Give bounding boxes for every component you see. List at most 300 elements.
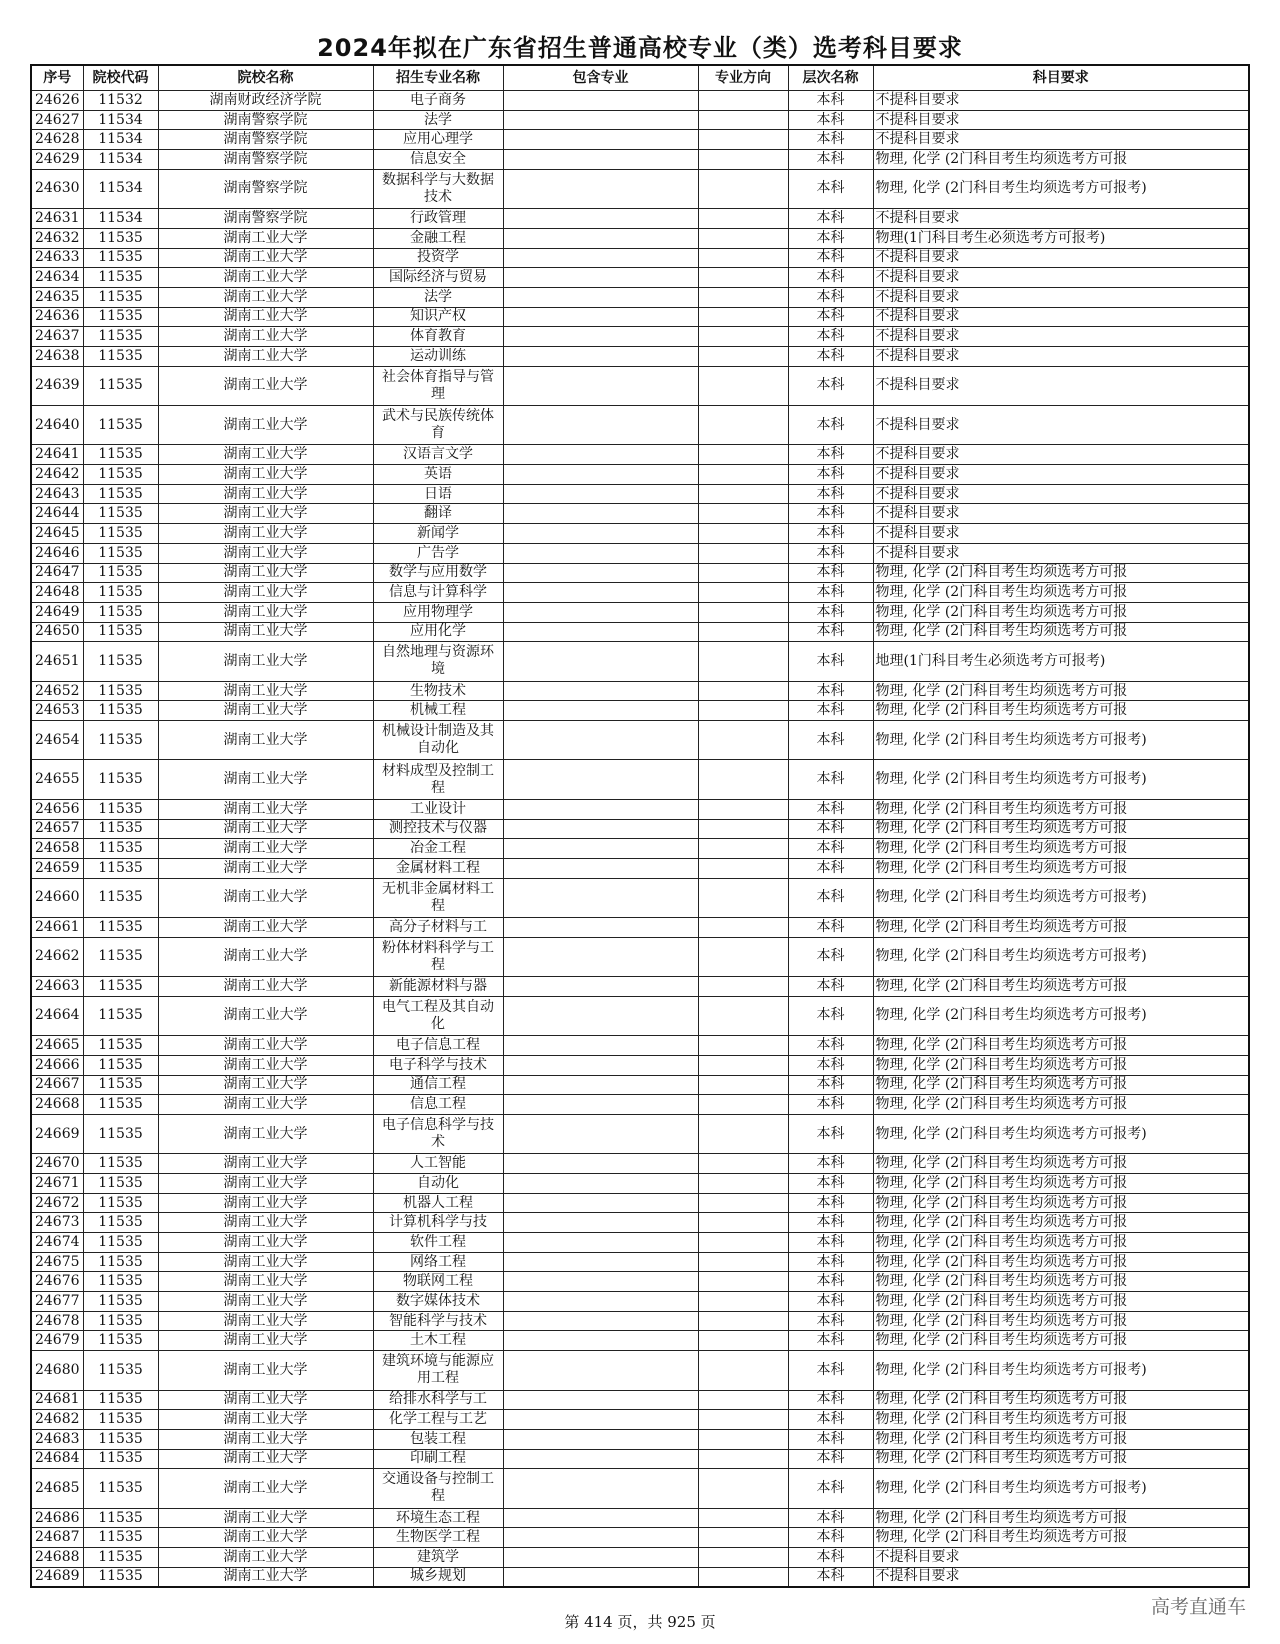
cell-school-name: 湖南工业大学 [158, 228, 373, 248]
table-row [31, 721, 1249, 760]
cell-level: 本科 [788, 701, 873, 721]
cell-seq: 24652 [31, 681, 83, 701]
cell-school-code: 11535 [83, 1252, 158, 1272]
cell-direction [698, 1351, 788, 1390]
table-row [31, 1213, 1249, 1233]
cell-level: 本科 [788, 760, 873, 799]
cell-direction [698, 917, 788, 937]
cell-school-code: 11535 [83, 1193, 158, 1213]
cell-seq: 24627 [31, 110, 83, 130]
cell-direction [698, 504, 788, 524]
cell-school-name: 湖南工业大学 [158, 819, 373, 839]
cell-major-name: 包装工程 [373, 1429, 503, 1449]
cell-requirement: 不提科目要求 [873, 504, 1249, 524]
cell-level: 本科 [788, 1351, 873, 1390]
cell-direction [698, 150, 788, 170]
cell-school-code: 11535 [83, 327, 158, 347]
cell-school-name: 湖南工业大学 [158, 760, 373, 799]
cell-included-majors [503, 563, 698, 583]
cell-requirement: 物理(1门科目考生必须选考方可报考) [873, 228, 1249, 248]
cell-requirement: 物理, 化学 (2门科目考生均须选考方可报 [873, 1449, 1249, 1469]
cell-school-code: 11534 [83, 150, 158, 170]
cell-major-name: 建筑学 [373, 1548, 503, 1568]
cell-level: 本科 [788, 1233, 873, 1253]
cell-school-name: 湖南警察学院 [158, 209, 373, 229]
cell-direction [698, 248, 788, 268]
cell-seq: 24675 [31, 1252, 83, 1272]
cell-major-name: 汉语言文学 [373, 445, 503, 465]
cell-requirement: 物理, 化学 (2门科目考生均须选考方可报 [873, 1055, 1249, 1075]
cell-school-code: 11534 [83, 169, 158, 208]
cell-requirement: 不提科目要求 [873, 130, 1249, 150]
cell-school-name: 湖南工业大学 [158, 701, 373, 721]
table-row [31, 839, 1249, 859]
cell-included-majors [503, 209, 698, 229]
table-row [31, 858, 1249, 878]
cell-level: 本科 [788, 130, 873, 150]
cell-major-name: 软件工程 [373, 1233, 503, 1253]
cell-school-name: 湖南警察学院 [158, 169, 373, 208]
cell-included-majors [503, 878, 698, 917]
table-row [31, 1193, 1249, 1213]
table-row [31, 346, 1249, 366]
cell-requirement: 物理, 化学 (2门科目考生均须选考方可报 [873, 1075, 1249, 1095]
cell-school-code: 11535 [83, 1528, 158, 1548]
cell-major-name: 交通设备与控制工程 [373, 1469, 503, 1508]
cell-included-majors [503, 484, 698, 504]
cell-major-name: 电子信息工程 [373, 1036, 503, 1056]
cell-school-name: 湖南工业大学 [158, 346, 373, 366]
table-row [31, 445, 1249, 465]
cell-school-name: 湖南工业大学 [158, 1173, 373, 1193]
cell-included-majors [503, 1252, 698, 1272]
cell-school-code: 11535 [83, 602, 158, 622]
cell-school-name: 湖南警察学院 [158, 110, 373, 130]
cell-included-majors [503, 1567, 698, 1587]
cell-direction [698, 346, 788, 366]
cell-major-name: 英语 [373, 465, 503, 485]
table-row [31, 917, 1249, 937]
cell-seq: 24676 [31, 1272, 83, 1292]
cell-major-name: 高分子材料与工 [373, 917, 503, 937]
cell-school-name: 湖南工业大学 [158, 484, 373, 504]
cell-requirement: 不提科目要求 [873, 484, 1249, 504]
table-row [31, 1036, 1249, 1056]
cell-requirement: 物理, 化学 (2门科目考生均须选考方可报 [873, 1390, 1249, 1410]
cell-included-majors [503, 839, 698, 859]
cell-major-name: 应用物理学 [373, 602, 503, 622]
cell-seq: 24683 [31, 1429, 83, 1449]
cell-included-majors [503, 248, 698, 268]
cell-level: 本科 [788, 1095, 873, 1115]
cell-school-code: 11535 [83, 1292, 158, 1312]
cell-seq: 24646 [31, 543, 83, 563]
cell-requirement: 物理, 化学 (2门科目考生均须选考方可报 [873, 1508, 1249, 1528]
cell-included-majors [503, 1508, 698, 1528]
cell-school-code: 11535 [83, 1429, 158, 1449]
cell-school-code: 11535 [83, 1055, 158, 1075]
cell-direction [698, 681, 788, 701]
table-row [31, 1567, 1249, 1587]
cell-school-code: 11535 [83, 1449, 158, 1469]
cell-major-name: 体育教育 [373, 327, 503, 347]
cell-school-name: 湖南工业大学 [158, 996, 373, 1035]
cell-school-code: 11534 [83, 209, 158, 229]
cell-school-name: 湖南工业大学 [158, 1429, 373, 1449]
cell-level: 本科 [788, 543, 873, 563]
cell-included-majors [503, 1095, 698, 1115]
cell-requirement: 物理, 化学 (2门科目考生均须选考方可报 [873, 799, 1249, 819]
cell-requirement: 物理, 化学 (2门科目考生均须选考方可报 [873, 839, 1249, 859]
cell-school-code: 11535 [83, 799, 158, 819]
cell-school-name: 湖南工业大学 [158, 465, 373, 485]
cell-level: 本科 [788, 228, 873, 248]
table-row [31, 1311, 1249, 1331]
cell-seq: 24628 [31, 130, 83, 150]
cell-seq: 24643 [31, 484, 83, 504]
cell-school-name: 湖南工业大学 [158, 858, 373, 878]
cell-school-name: 湖南工业大学 [158, 543, 373, 563]
cell-included-majors [503, 406, 698, 445]
cell-school-code: 11535 [83, 1548, 158, 1568]
cell-major-name: 运动训练 [373, 346, 503, 366]
cell-direction [698, 1449, 788, 1469]
cell-direction [698, 1036, 788, 1056]
cell-school-name: 湖南工业大学 [158, 327, 373, 347]
brand-watermark: 高考直通车 [1150, 1596, 1246, 1618]
cell-major-name: 冶金工程 [373, 839, 503, 859]
cell-seq: 24672 [31, 1193, 83, 1213]
cell-seq: 24685 [31, 1469, 83, 1508]
cell-included-majors [503, 1055, 698, 1075]
cell-level: 本科 [788, 799, 873, 819]
cell-major-name: 电气工程及其自动化 [373, 996, 503, 1035]
cell-direction [698, 327, 788, 347]
cell-seq: 24648 [31, 583, 83, 603]
cell-direction [698, 819, 788, 839]
cell-school-code: 11535 [83, 1567, 158, 1587]
cell-direction [698, 622, 788, 642]
cell-major-name: 土木工程 [373, 1331, 503, 1351]
cell-school-code: 11534 [83, 130, 158, 150]
cell-seq: 24686 [31, 1508, 83, 1528]
cell-requirement: 不提科目要求 [873, 307, 1249, 327]
cell-level: 本科 [788, 819, 873, 839]
cell-included-majors [503, 445, 698, 465]
cell-major-name: 网络工程 [373, 1252, 503, 1272]
cell-major-name: 武术与民族传统体育 [373, 406, 503, 445]
cell-school-name: 湖南工业大学 [158, 721, 373, 760]
cell-school-name: 湖南工业大学 [158, 1114, 373, 1153]
cell-major-name: 机械工程 [373, 701, 503, 721]
cell-major-name: 日语 [373, 484, 503, 504]
cell-major-name: 应用心理学 [373, 130, 503, 150]
table-row [31, 1272, 1249, 1292]
cell-direction [698, 1292, 788, 1312]
table-row [31, 1508, 1249, 1528]
cell-level: 本科 [788, 1508, 873, 1528]
cell-included-majors [503, 1429, 698, 1449]
cell-major-name: 数学与应用数学 [373, 563, 503, 583]
table-row [31, 1449, 1249, 1469]
header-included-majors: 包含专业 [503, 65, 698, 91]
cell-seq: 24662 [31, 937, 83, 976]
cell-included-majors [503, 1213, 698, 1233]
table-row [31, 1252, 1249, 1272]
table-row [31, 91, 1249, 111]
cell-direction [698, 996, 788, 1035]
cell-included-majors [503, 1548, 698, 1568]
cell-school-code: 11535 [83, 268, 158, 288]
cell-direction [698, 1095, 788, 1115]
table-row [31, 563, 1249, 583]
table-row [31, 1233, 1249, 1253]
table-row [31, 583, 1249, 603]
cell-level: 本科 [788, 1114, 873, 1153]
cell-included-majors [503, 1114, 698, 1153]
cell-school-code: 11535 [83, 1311, 158, 1331]
header-level: 层次名称 [788, 65, 873, 91]
table-row [31, 1469, 1249, 1508]
cell-requirement: 物理, 化学 (2门科目考生均须选考方可报考) [873, 878, 1249, 917]
cell-level: 本科 [788, 1272, 873, 1292]
cell-school-code: 11535 [83, 1469, 158, 1508]
cell-included-majors [503, 1233, 698, 1253]
cell-level: 本科 [788, 1154, 873, 1174]
cell-included-majors [503, 858, 698, 878]
cell-school-code: 11535 [83, 701, 158, 721]
cell-school-code: 11535 [83, 445, 158, 465]
cell-seq: 24671 [31, 1173, 83, 1193]
cell-school-code: 11535 [83, 287, 158, 307]
cell-school-name: 湖南工业大学 [158, 563, 373, 583]
cell-school-code: 11535 [83, 248, 158, 268]
table-row [31, 307, 1249, 327]
table-row [31, 937, 1249, 976]
cell-school-name: 湖南工业大学 [158, 307, 373, 327]
cell-school-name: 湖南工业大学 [158, 445, 373, 465]
cell-included-majors [503, 268, 698, 288]
cell-level: 本科 [788, 1292, 873, 1312]
cell-level: 本科 [788, 1036, 873, 1056]
cell-requirement: 物理, 化学 (2门科目考生均须选考方可报考) [873, 760, 1249, 799]
cell-included-majors [503, 1154, 698, 1174]
cell-requirement: 物理, 化学 (2门科目考生均须选考方可报 [873, 681, 1249, 701]
cell-school-name: 湖南工业大学 [158, 642, 373, 681]
cell-direction [698, 1213, 788, 1233]
cell-included-majors [503, 327, 698, 347]
cell-major-name: 工业设计 [373, 799, 503, 819]
cell-school-name: 湖南工业大学 [158, 1351, 373, 1390]
cell-direction [698, 563, 788, 583]
cell-direction [698, 91, 788, 111]
cell-requirement: 物理, 化学 (2门科目考生均须选考方可报 [873, 563, 1249, 583]
header-seq: 序号 [31, 65, 83, 91]
cell-seq: 24635 [31, 287, 83, 307]
table-row [31, 878, 1249, 917]
cell-included-majors [503, 1075, 698, 1095]
cell-included-majors [503, 701, 698, 721]
cell-major-name: 数据科学与大数据技术 [373, 169, 503, 208]
table-row [31, 1331, 1249, 1351]
cell-seq: 24661 [31, 917, 83, 937]
cell-school-code: 11535 [83, 996, 158, 1035]
cell-requirement: 物理, 化学 (2门科目考生均须选考方可报 [873, 1311, 1249, 1331]
cell-requirement: 物理, 化学 (2门科目考生均须选考方可报 [873, 819, 1249, 839]
cell-direction [698, 130, 788, 150]
cell-school-code: 11535 [83, 839, 158, 859]
cell-requirement: 物理, 化学 (2门科目考生均须选考方可报考) [873, 1469, 1249, 1508]
cell-school-name: 湖南工业大学 [158, 1311, 373, 1331]
cell-seq: 24687 [31, 1528, 83, 1548]
cell-direction [698, 484, 788, 504]
cell-included-majors [503, 307, 698, 327]
cell-seq: 24658 [31, 839, 83, 859]
cell-level: 本科 [788, 484, 873, 504]
cell-seq: 24626 [31, 91, 83, 111]
cell-school-code: 11535 [83, 1331, 158, 1351]
cell-requirement: 物理, 化学 (2门科目考生均须选考方可报 [873, 701, 1249, 721]
cell-level: 本科 [788, 858, 873, 878]
cell-direction [698, 1528, 788, 1548]
cell-included-majors [503, 150, 698, 170]
cell-level: 本科 [788, 1173, 873, 1193]
cell-direction [698, 1252, 788, 1272]
table-row [31, 977, 1249, 997]
cell-school-name: 湖南工业大学 [158, 1528, 373, 1548]
cell-direction [698, 1272, 788, 1292]
header-direction: 专业方向 [698, 65, 788, 91]
cell-school-code: 11535 [83, 1508, 158, 1528]
cell-level: 本科 [788, 878, 873, 917]
table-row [31, 642, 1249, 681]
cell-included-majors [503, 130, 698, 150]
cell-major-name: 物联网工程 [373, 1272, 503, 1292]
cell-school-code: 11535 [83, 1410, 158, 1430]
cell-school-name: 湖南工业大学 [158, 1410, 373, 1430]
cell-school-code: 11535 [83, 858, 158, 878]
cell-major-name: 法学 [373, 110, 503, 130]
cell-school-name: 湖南工业大学 [158, 1233, 373, 1253]
cell-included-majors [503, 1173, 698, 1193]
cell-direction [698, 1548, 788, 1568]
cell-school-name: 湖南工业大学 [158, 878, 373, 917]
cell-included-majors [503, 642, 698, 681]
cell-requirement: 物理, 化学 (2门科目考生均须选考方可报 [873, 858, 1249, 878]
cell-requirement: 物理, 化学 (2门科目考生均须选考方可报考) [873, 937, 1249, 976]
cell-included-majors [503, 543, 698, 563]
cell-direction [698, 977, 788, 997]
table-row [31, 819, 1249, 839]
table-row [31, 484, 1249, 504]
cell-major-name: 计算机科学与技 [373, 1213, 503, 1233]
cell-school-code: 11535 [83, 1114, 158, 1153]
cell-school-name: 湖南工业大学 [158, 1292, 373, 1312]
cell-seq: 24660 [31, 878, 83, 917]
cell-level: 本科 [788, 1252, 873, 1272]
cell-level: 本科 [788, 1331, 873, 1351]
cell-school-code: 11535 [83, 228, 158, 248]
cell-seq: 24666 [31, 1055, 83, 1075]
cell-school-name: 湖南财政经济学院 [158, 91, 373, 111]
cell-school-name: 湖南工业大学 [158, 366, 373, 405]
cell-requirement: 物理, 化学 (2门科目考生均须选考方可报 [873, 1272, 1249, 1292]
cell-seq: 24639 [31, 366, 83, 405]
cell-direction [698, 1193, 788, 1213]
cell-seq: 24638 [31, 346, 83, 366]
cell-school-name: 湖南工业大学 [158, 406, 373, 445]
cell-direction [698, 1429, 788, 1449]
cell-school-name: 湖南工业大学 [158, 1331, 373, 1351]
cell-seq: 24667 [31, 1075, 83, 1095]
cell-school-name: 湖南警察学院 [158, 150, 373, 170]
cell-school-name: 湖南工业大学 [158, 248, 373, 268]
cell-major-name: 无机非金属材料工程 [373, 878, 503, 917]
cell-school-name: 湖南工业大学 [158, 917, 373, 937]
cell-requirement: 地理(1门科目考生必须选考方可报考) [873, 642, 1249, 681]
cell-major-name: 通信工程 [373, 1075, 503, 1095]
cell-direction [698, 1331, 788, 1351]
cell-seq: 24650 [31, 622, 83, 642]
cell-direction [698, 287, 788, 307]
cell-seq: 24631 [31, 209, 83, 229]
cell-requirement: 物理, 化学 (2门科目考生均须选考方可报 [873, 1036, 1249, 1056]
cell-requirement: 物理, 化学 (2门科目考生均须选考方可报 [873, 1193, 1249, 1213]
cell-requirement: 物理, 化学 (2门科目考生均须选考方可报考) [873, 721, 1249, 760]
table-row [31, 130, 1249, 150]
cell-requirement: 不提科目要求 [873, 268, 1249, 288]
cell-requirement: 物理, 化学 (2门科目考生均须选考方可报 [873, 1173, 1249, 1193]
cell-school-name: 湖南工业大学 [158, 839, 373, 859]
cell-school-name: 湖南工业大学 [158, 1213, 373, 1233]
table-row [31, 248, 1249, 268]
cell-school-code: 11535 [83, 346, 158, 366]
cell-seq: 24665 [31, 1036, 83, 1056]
header-school-code: 院校代码 [83, 65, 158, 91]
table-row [31, 504, 1249, 524]
cell-seq: 24679 [31, 1331, 83, 1351]
cell-level: 本科 [788, 1449, 873, 1469]
table-row [31, 169, 1249, 208]
cell-seq: 24668 [31, 1095, 83, 1115]
cell-major-name: 数字媒体技术 [373, 1292, 503, 1312]
cell-requirement: 不提科目要求 [873, 327, 1249, 347]
cell-level: 本科 [788, 977, 873, 997]
cell-requirement: 物理, 化学 (2门科目考生均须选考方可报 [873, 1331, 1249, 1351]
table-row [31, 327, 1249, 347]
cell-direction [698, 858, 788, 878]
cell-direction [698, 602, 788, 622]
cell-school-code: 11535 [83, 1173, 158, 1193]
page-title: 2024年拟在广东省招生普通高校专业（类）选考科目要求 [317, 34, 963, 62]
cell-school-code: 11535 [83, 1213, 158, 1233]
cell-included-majors [503, 169, 698, 208]
table-row [31, 1528, 1249, 1548]
cell-requirement: 物理, 化学 (2门科目考生均须选考方可报 [873, 1528, 1249, 1548]
cell-requirement: 物理, 化学 (2门科目考生均须选考方可报 [873, 1233, 1249, 1253]
cell-requirement: 物理, 化学 (2门科目考生均须选考方可报 [873, 917, 1249, 937]
cell-major-name: 应用化学 [373, 622, 503, 642]
cell-requirement: 不提科目要求 [873, 406, 1249, 445]
table-row [31, 1390, 1249, 1410]
cell-direction [698, 209, 788, 229]
cell-included-majors [503, 622, 698, 642]
cell-major-name: 建筑环境与能源应用工程 [373, 1351, 503, 1390]
cell-seq: 24634 [31, 268, 83, 288]
cell-major-name: 广告学 [373, 543, 503, 563]
cell-direction [698, 1173, 788, 1193]
cell-major-name: 自然地理与资源环境 [373, 642, 503, 681]
